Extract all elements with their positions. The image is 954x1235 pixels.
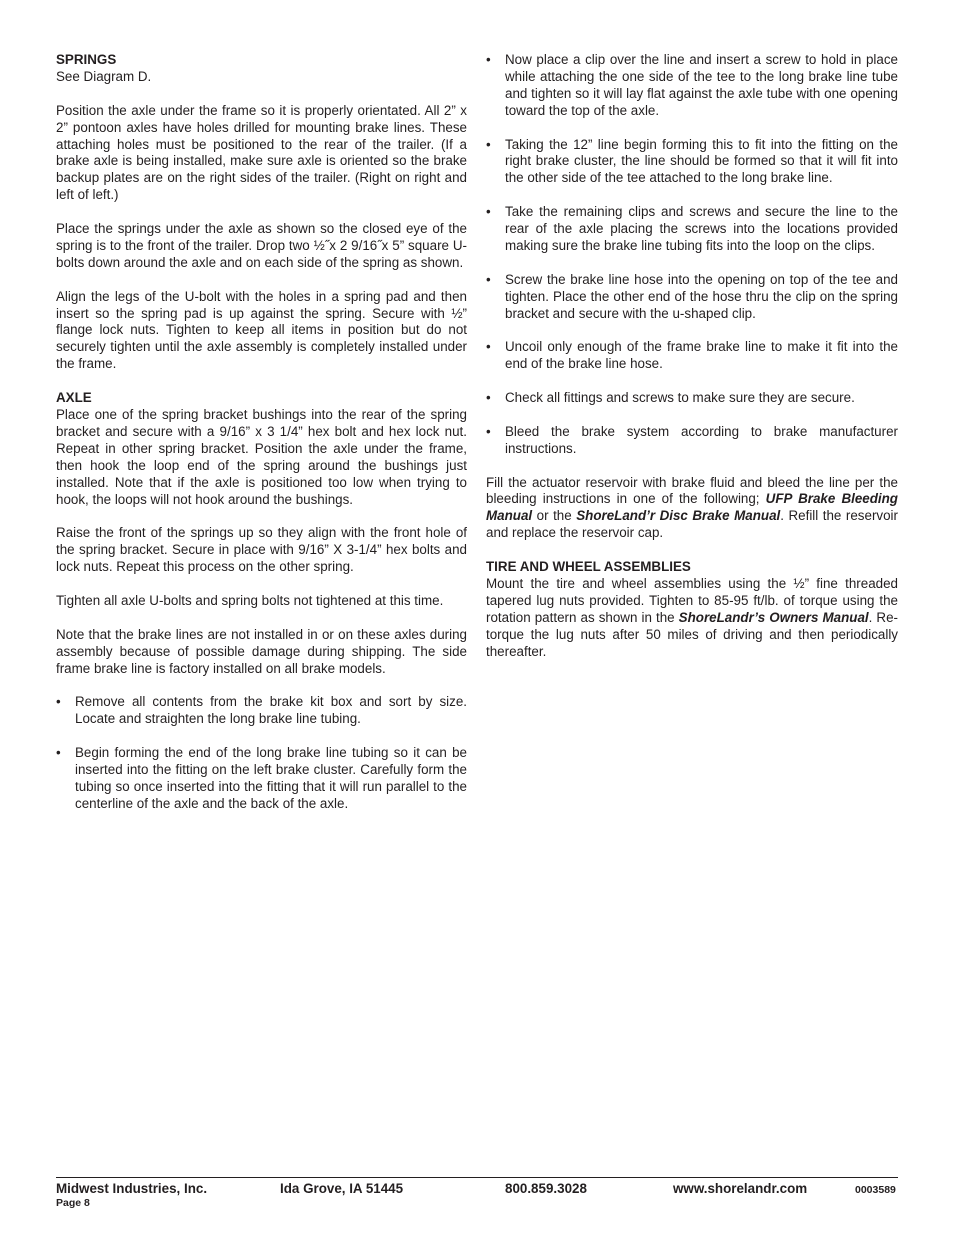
- footer-website: www.shorelandr.com: [673, 1181, 808, 1196]
- tire-wheel-heading: TIRE AND WHEEL ASSEMBLIES: [486, 559, 691, 575]
- axle-paragraph-1: Place one of the spring bracket bushings into the rear of the spring bracket and secure with a 9/16” x 3 1/4” hex bolt and hex lock nut. Repeat in other spring bracket. Position the axle under the frame, then hook the loop end of the spring around the bushings just installed. Note that if the axle is positioned too low when trying to hook, the loops will not hook around the bushings.: [56, 406, 467, 507]
- fill-text-1: Fill the actuator reservoir with brake fluid and bleed the line per the bleeding instructions in one of the following;: [486, 474, 898, 507]
- list-item: [56, 694, 467, 728]
- owners-manual-title: ShoreLandr’s Owners Manual: [678, 609, 869, 625]
- axle-paragraph-3: Tighten all axle U-bolts and spring bolts not tightened at this time.: [56, 592, 444, 608]
- list-item: [486, 204, 898, 255]
- list-item: [56, 745, 467, 813]
- springs-heading: SPRINGS: [56, 52, 117, 67]
- fill-text-3: . Refill the reservoir and replace the reservoir cap.: [486, 508, 898, 541]
- list-item: [486, 137, 898, 188]
- list-item: [486, 339, 898, 373]
- bullet-glyph: •: [56, 694, 61, 710]
- bullet-glyph: •: [56, 745, 61, 761]
- bullet-glyph: •: [486, 271, 491, 287]
- left-column: [56, 52, 467, 830]
- bullet-glyph: •: [486, 390, 491, 406]
- right-bullet-list: [486, 52, 898, 458]
- list-item-text: Take the remaining clips and screws and secure the line to the rear of the axle placing the screws into the locations provided making sure the brake line tubing fits into the loop on the clips.: [505, 204, 898, 253]
- list-item: [486, 390, 898, 407]
- footer-city: Ida Grove, IA 51445: [280, 1181, 404, 1196]
- list-item: [486, 52, 898, 120]
- left-bullet-list: [56, 694, 467, 812]
- tire-text-1: Mount the tire and wheel assemblies using the ½” fine threaded tapered lug nuts provided. Tighten to 85-95 ft/lb. of torque using the rotation pattern as shown in the: [486, 575, 898, 625]
- list-item-text: Now place a clip over the line and insert a screw to hold in place while attaching the one side of the tee to the long brake line tube and tighten so it will lay flat against the axle tube with one opening toward the top of the axle.: [505, 52, 898, 118]
- springs-paragraph-2: Place the springs under the axle as shown so the closed eye of the spring is to the front of the trailer. Drop two ½˝x 2 9/16˝x 5” square U-bolts down around the axle and on each side of the spring as shown.: [56, 221, 467, 270]
- footer-company: Midwest Industries, Inc.: [56, 1181, 208, 1196]
- bullet-glyph: •: [486, 423, 491, 439]
- list-item-text: Check all fittings and screws to make sure they are secure.: [505, 390, 855, 406]
- springs-diagram-ref: See Diagram D.: [56, 68, 152, 84]
- fill-text-2: or the: [532, 508, 577, 524]
- footer-phone: 800.859.3028: [505, 1181, 587, 1196]
- right-column: [486, 52, 898, 677]
- list-item-text: Screw the brake line hose into the opening on top of the tee and tighten. Place the other end of the hose thru the clip on the spring bracket and secure with the u-shaped clip.: [505, 271, 898, 321]
- springs-paragraph-3: Align the legs of the U-bolt with the holes in a spring pad and then insert so the spring pad is up against the spring. Secure with ½” flange lock nuts. Tighten to keep all items in position but do not securely tighten until the axle assembly is completely installed under the frame.: [56, 288, 467, 372]
- bullet-glyph: •: [486, 52, 491, 67]
- list-item-text: Begin forming the end of the long brake line tubing so it can be inserted into the fitting on the left brake cluster. Carefully form the tubing so once inserted into the fitting that it will run parallel to the centerline of the axle and the back of the axle.: [75, 745, 467, 811]
- bullet-glyph: •: [486, 339, 491, 355]
- axle-paragraph-2: Raise the front of the springs up so they align with the front hole of the spring bracket. Secure in place with 9/16” X 3-1/4” hex bolts and lock nuts. Repeat this process on the other spring.: [56, 525, 467, 575]
- ufp-manual-title: UFP Brake Bleeding Manual: [486, 491, 898, 524]
- axle-paragraph-4: Note that the brake lines are not installed in or on these axles during assembly because of possible damage during shipping. The side frame brake line is factory installed on all brake models.: [56, 626, 467, 676]
- tire-wheel-paragraph: [486, 576, 898, 661]
- bullet-glyph: •: [486, 204, 491, 220]
- footer-doc-number: 0003589: [855, 1184, 896, 1196]
- tire-text-2: . Re-torque the lug nuts after 50 miles of driving and then periodically thereafter.: [486, 609, 898, 659]
- fill-reservoir-paragraph: [486, 475, 898, 543]
- page-number: Page 8: [56, 1197, 90, 1209]
- axle-heading: AXLE: [56, 390, 92, 406]
- footer-divider: [56, 1177, 898, 1178]
- list-item: [486, 272, 898, 323]
- list-item-text: Bleed the brake system according to brake manufacturer instructions.: [505, 423, 898, 456]
- list-item: [486, 424, 898, 458]
- disc-brake-manual-title: ShoreLand’r Disc Brake Manual: [576, 508, 781, 524]
- list-item-text: Taking the 12” line begin forming this to fit into the fitting on the right brake cluster, the line should be formed so that it will fit into the other side of the tee attached to the long brake line.: [505, 136, 898, 186]
- list-item-text: Uncoil only enough of the frame brake line to make it fit into the end of the brake line hose.: [505, 339, 898, 372]
- bullet-glyph: •: [486, 136, 491, 152]
- springs-paragraph-1: Position the axle under the frame so it is properly orientated. All 2” x 2” pontoon axles have holes drilled for mounting brake lines. These attaching holes must be positioned to the rear of the trailer. (If a brake axle is being installed, make sure axle is oriented so the brake backup plates are on the right sides of the trailer. (Right on right and left of left.): [56, 102, 467, 203]
- list-item-text: Remove all contents from the brake kit box and sort by size. Locate and straighten the long brake line tubing.: [75, 694, 467, 727]
